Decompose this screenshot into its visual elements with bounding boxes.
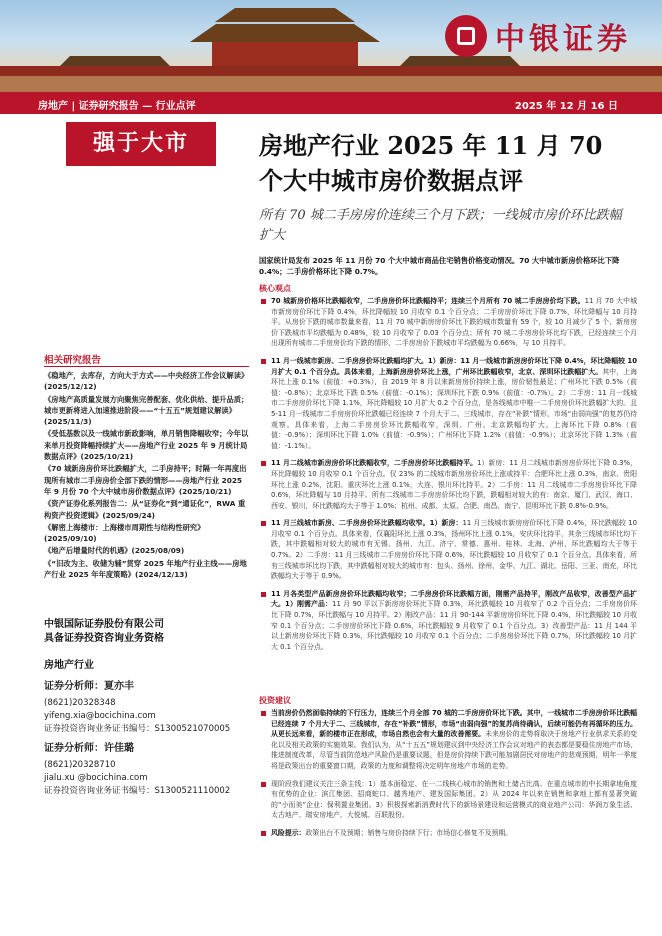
core-point-lead: 11 月三线城市新房、二手房房价环比跌幅均收窄。1）新房： xyxy=(271,519,463,528)
bank-of-china-logo-icon xyxy=(445,15,487,57)
risk-point-lead: 风险提示： xyxy=(271,828,306,837)
investment-point-lead: 当前房价仍然面临持续的下行压力，连续三个月全部 70 城的二手房房价环比下跌。其中，一线城市二手房房价环比跌幅已经连续 7 个月大于二、三线城市，存在“补跌”情形，市场“由弱向强”的复苏尚待确认，后续可能仍有再循环的压力。从更长远来看，新的楼市正在形成，市场自然也会有大量的改善需要。 xyxy=(271,709,637,739)
report-subtitle: 所有 70 城二手房房价连续三个月下跌；一线城市房价环比跌幅扩大 xyxy=(259,208,622,243)
analyst-email[interactable]: jialu.xu @bocichina.com xyxy=(44,773,148,783)
related-report-item[interactable]: 《地产后增量时代的机遇》(2025/08/09) xyxy=(44,546,185,556)
category-bar xyxy=(0,92,662,114)
analyst-phone: (8621)20328710 xyxy=(44,760,116,770)
firm-name: 中银国际证券股份有限公司 xyxy=(44,619,164,630)
core-point xyxy=(259,518,637,582)
palace-roof-upper xyxy=(215,8,355,22)
core-point-lead: 11 月二线城市新房房价环比跌幅收窄，二手房房价环比跌幅持平。 xyxy=(271,459,478,468)
side-building-left xyxy=(60,56,170,66)
analyst-card xyxy=(44,742,259,798)
investment-point-body: 未来房价的走势将取决于房地产行业供求关系的变化以及相关政策的实施效果。我们认为，从“十五五”规划建议到中央经济工作会议对地产的表态都是要稳住房地产市场，推进制度改革，尽管当前防范地产风险仍是重要议题，但是房价持续下跌可能加剧居民对房地产的悲观预期，明年一季度将是政策出台的重要窗口期，政策的力度和调整将决定明年房地产市场的走势。 xyxy=(271,730,638,770)
core-point-body: 11 月 90 平以下新房房价环比下降 0.3%，环比跌幅较 10 月收窄了 0.2 个百分点；二手房房价环比下降 0.7%，环比跌幅与 10 月持平。2）刚改产品：11 月 90-144 平新房房价环比下降 0.4%，环比跌幅较 10 月收窄 0.1 个百分点；二手房房价环比下降 0.6%，环比跌幅较 9 月收窄了 0.1 个百分点。3）改善型产品：11 月 144 平以上新房房价环比下降 0.3%，环比跌幅较 10 月收窄 0.1 个百分点；二手房房价环比下降 0.7%，环比跌幅较 10 月扩大 0.1 个百分点。 xyxy=(271,600,637,651)
related-report-item[interactable]: 《房地产高质量发展方向聚焦完善配套、优化供给、提升品质；城市更新将进入加速推进阶段——“十五五”规划建议解读》(2025/11/3) xyxy=(44,394,249,427)
core-point-body: 11 月 70 大中城市新房房价环比下降 0.4%，环比降幅较 10 月收窄 0.1 个百分点；二手房房价环比下降 0.7%，环比降幅与 10 月持平。从房价下跌的城市数量来看，11 月 70 城中新房房价环比下跌的城市数量有 59 个，较 10 月减少了 5 个，新房房价下跌城市平均跌幅为 0.48%，较 10 月收窄了 0.03 个百分点；所有 70 城二手房房价环比均下跌，已经连续三个月出现所有城市二手房房价均下跌的情形，二手房房价下跌城市平均跌幅为 0.66%，与 10 月持平。 xyxy=(271,297,637,348)
related-report-item[interactable]: 《受低基数以及一线城市新政影响，单月销售降幅收窄；今年以来单月投资降幅持续扩大——房地产行业 2025 年 9 月统计局数据点评》(2025/10/21) xyxy=(44,429,249,462)
analyst-name: 证券分析师：夏亦丰 xyxy=(44,681,134,692)
lead-paragraph: 国家统计局发布 2025 年 11 月份 70 个大中城市商品住宅销售价格变动情况。70 大中城市新房价格环比下降 0.4%；二手房价格环比下降 0.7%。 xyxy=(259,256,620,276)
brand-name: 中银证券 xyxy=(495,22,631,57)
investment-point xyxy=(259,779,637,821)
report-title: 房地产行业 2025 年 11 月 70 个大中城市房价数据点评 xyxy=(259,131,603,195)
core-point xyxy=(259,356,637,451)
header-banner xyxy=(0,0,662,92)
palace-roof-lower xyxy=(190,24,380,42)
investment-heading: 投资建议 xyxy=(259,696,291,705)
palace-body xyxy=(212,42,358,66)
related-report-item[interactable]: 《解密上海楼市：上海楼市周期性与结构性研究》(2025/09/10) xyxy=(44,522,205,544)
core-point xyxy=(259,458,637,511)
analyst-cert: 证券投资咨询业务证书编号：S1300521110002 xyxy=(44,786,231,796)
firm-info xyxy=(44,618,254,646)
core-point xyxy=(259,589,637,653)
investment-point xyxy=(259,708,637,772)
related-reports-list xyxy=(44,370,249,581)
core-point-body: 其中，上海环比上涨 0.1%（前值：+0.3%），自 2019 年 8 月以来新房房价持续上涨，房价韧性最足；广州环比下跌 0.5%（前值：-0.8%）；北京环比下跌 0.5%（前值：-0.1%）；深圳环比下跌 0.9%（前值：-0.7%）。2）二手房：11 月一线城市二手房房价环比下降 1.1%，环比降幅较 10 月扩大 0.2 个百分点，是各线城市中唯一二手房房价环比跌幅扩大的。且 5-11 月一线城市二手房房价环比跌幅已经连续 7 个月大于二、三线城市，存在“补跌”情形，市场“由弱向强”的复苏仍待观察。具体来看，上海二手房房价环比跌幅收窄，深圳、广州、北京跌幅均扩大。上海环比下降 0.8%（前值：-0.9%）；深圳环比下降 1.0%（前值：-0.9%）；广州环比下降 1.2%（前值：-0.9%）；北京环比下降 1.3%（前值：-1.1%）。 xyxy=(271,367,637,450)
related-report-item[interactable]: 《稳地产，去库存，方向大于方式——中央经济工作会议解读》(2025/12/12) xyxy=(44,371,249,392)
related-report-item[interactable]: 《“旧改为主、收储为辅”贯穿 2025 年地产行业主线——房地产行业 2025 年年度策略》(2024/12/13) xyxy=(44,558,247,580)
report-category: 房地产 | 证券研究报告 — 行业点评 xyxy=(38,101,196,112)
brand-logo xyxy=(445,14,631,58)
industry-label: 房地产行业 xyxy=(44,660,94,671)
core-views-heading: 核心观点 xyxy=(259,284,291,293)
analyst-cert: 证券投资咨询业务证书编号：S1300521070005 xyxy=(44,724,231,734)
related-report-item[interactable]: 《资产证券化系列报告二：从“证券化”到“通证化”，RWA 重构资产投资逻辑》(2025/09/24) xyxy=(44,499,246,520)
investment-list xyxy=(259,708,637,846)
core-point-lead: 11 月各类型产品新房房价环比跌幅均收窄；二手房房价环比跌幅方面，刚需产品持平，刚改产品收窄，改善型产品扩大。1）刚需产品： xyxy=(271,589,637,609)
analyst-card xyxy=(44,680,259,736)
core-point-body: 1）新房：11 月二线城市新房房价环比下降 0.3%，环比降幅较 10 月收窄 0.1 个百分点。仅 23% 的二线城市新房房价环比上涨或持平：合肥环比上涨 0.3%，南京、贵阳环比上涨 0.2%，沈阳、重庆环比上涨 0.1%，大连、银川环比持平。2）二手房：11 月二线城市二手房房价环比下降 0.6%，环比降幅与 10 月持平。所有二线城市二手房房价环比均下跌，跌幅相对较大的有：南京、厦门、武汉、海口、西安、银川，环比跌幅均大于等于 1.0%；杭州、成都、太原、合肥、南昌、南宁、昆明环比下跌 0.8%-0.9%。 xyxy=(271,459,637,510)
core-views-list xyxy=(259,296,637,659)
risk-point xyxy=(259,828,637,839)
analyst-phone: (8621)20328348 xyxy=(44,698,116,708)
risk-point-body: 政策出台不及预期；销售与房价持续下行；市场信心修复不及预期。 xyxy=(305,828,513,837)
report-date: 2025 年 12 月 16 日 xyxy=(514,101,618,112)
core-point-lead: 70 城新房价格环比跌幅收窄，二手房房价环比跌幅持平；连续三个月所有 70 城二手房房价均下跌。 xyxy=(271,297,585,305)
related-reports-divider xyxy=(44,366,249,367)
investment-point-body: 现阶段我们建议关注三条主线：1）基本面稳定、在一二线核心城市的销售和土储占比高、在重点城市的中长期拿地角度有优势的企业：滨江集团、招商蛇口、越秀地产、建发国际集团。2）从 2024 年以来在销售和拿地上都有显著突破的“小而美”企业：保利置业集团。3）积极探索新消费时代下的新场景建设和运营模式的商业地产公司：华润万象生活、太古地产、瑞安房地产、大悦城、百联股份。 xyxy=(271,779,637,820)
rating-tag: 强于大市 xyxy=(66,122,216,166)
core-point-lead: 11 月一线城市新房、二手房房价环比跌幅均扩大。1）新房：11 月一线城市新房房价环比下降 0.4%，环比降幅较 10 月扩大 0.1 个百分点。具体来看，上海新房房价环比上涨，广州环比跌幅收窄，北京、深圳环比跌幅扩大。 xyxy=(271,356,637,376)
core-point-body: 11 月三线城市新房房价环比下降 0.4%，环比跌幅较 10 月收窄 0.1 个百分点。具体来看，仅襄阳环比上涨 0.3%，扬州环比上涨 0.1%，安庆环比持平，其余三线城市环比均下跌，其中跌幅相对较大的城市有无锡、扬州、九江、济宁、常德、惠州、桂林、北海、泸州，环比跌幅均大于等于 0.7%。2）二手房：11 月三线城市二手房房价环比下降 0.6%，环比跌幅较 10 月收窄了 0.1 个百分点。具体来看，所有三线城市环比均下跌，其中跌幅相对较大的城市有：包头、扬州、徐州、金华、九江、湖北、岳阳、三亚、南充，环比跌幅均大于等于 0.9%。 xyxy=(271,519,637,581)
analyst-email[interactable]: yifeng.xia@bocichina.com xyxy=(44,711,156,721)
related-report-item[interactable]: 《70 城新房房价环比跌幅扩大，二手房持平；时隔一年再度出现所有城市二手房房价全部下跌的情形——房地产行业 2025 年 9 月份 70 个大中城市房价数据点评》(2025/10/21) xyxy=(44,464,247,496)
palace-ground xyxy=(0,76,662,92)
core-point xyxy=(259,296,637,349)
analyst-name: 证券分析师：许佳璐 xyxy=(44,743,134,754)
firm-qualification: 具备证券投资咨询业务资格 xyxy=(44,633,164,644)
related-reports-heading: 相关研究报告 xyxy=(44,355,102,366)
